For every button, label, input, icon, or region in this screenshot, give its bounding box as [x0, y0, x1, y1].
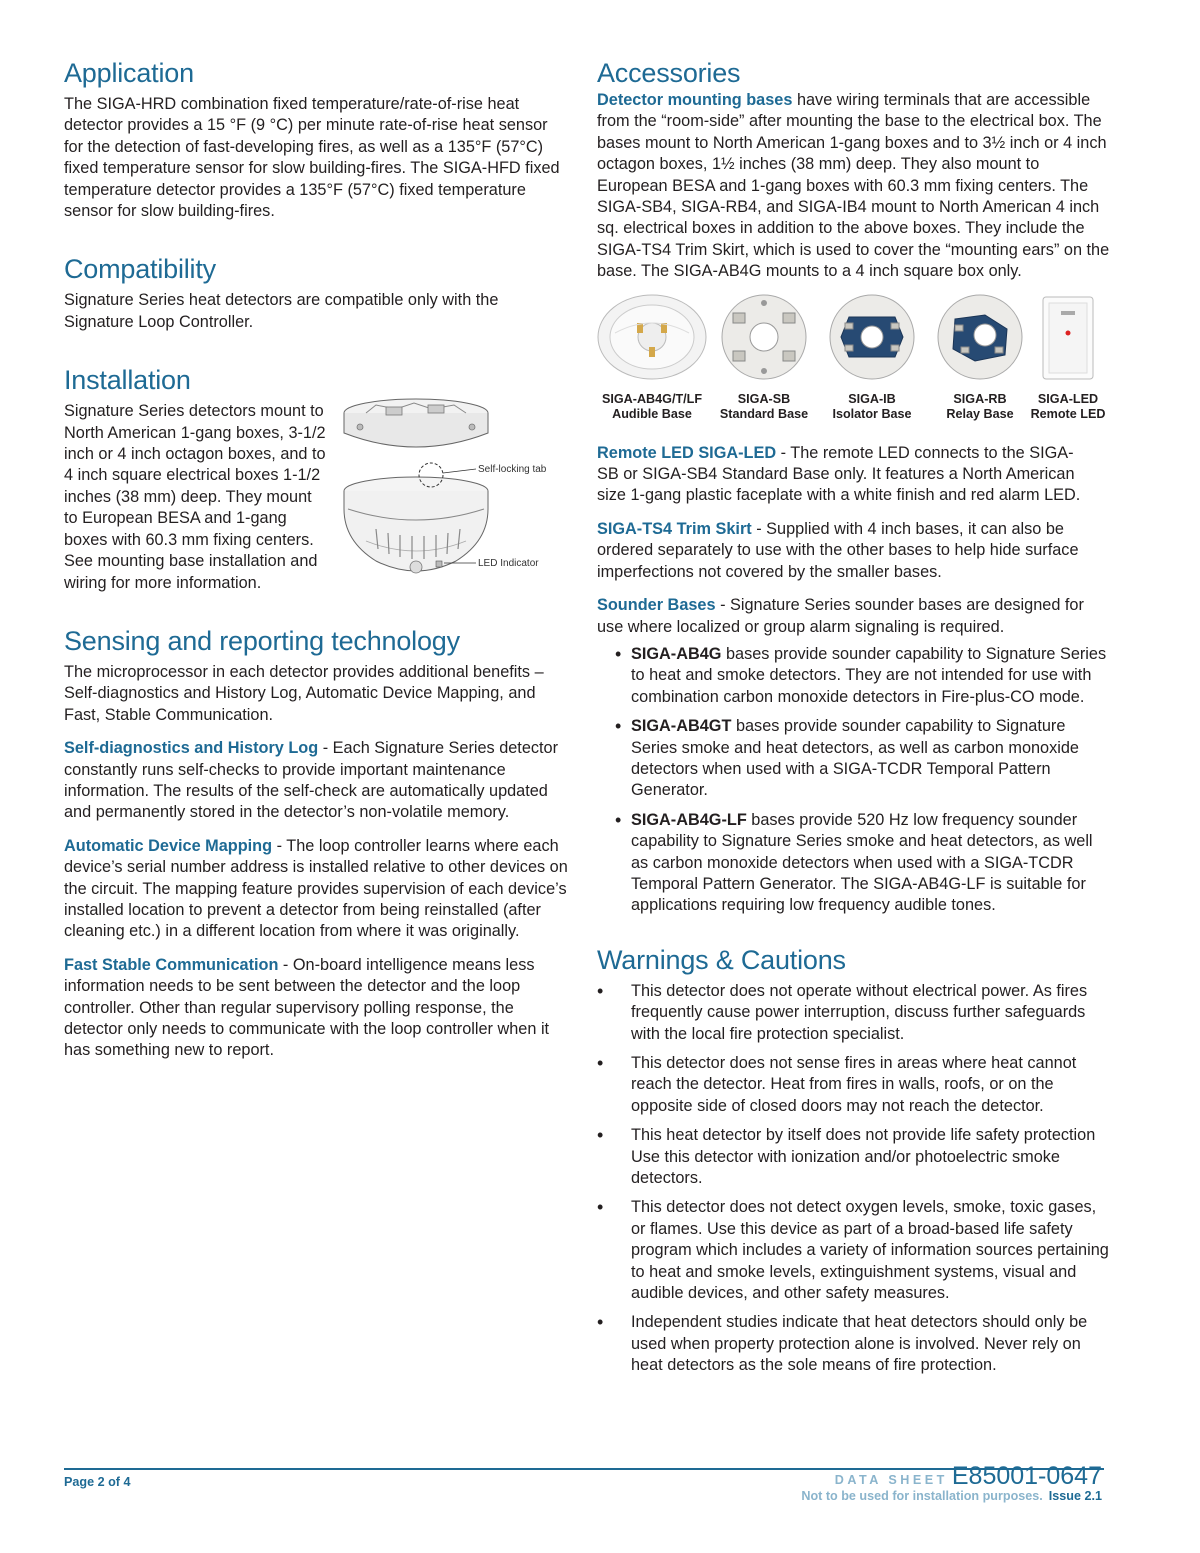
standard-base-figure [709, 293, 819, 422]
isolator-base-figure [817, 293, 927, 422]
self-diagnostics-lead: Self-diagnostics and History Log [64, 739, 319, 758]
list-item: • This detector does not detect oxygen levels, smoke, toxic gases, or flames. Use this device as part of a broad-based life safety program which includes a variety of information sources pertaining to heat and smoke levels, extinguishment systems, visual and audible devices, and other safety measures. [597, 1197, 1112, 1304]
device-mapping-lead: Automatic Device Mapping [64, 836, 273, 855]
list-item: • Independent studies indicate that heat detectors should only be used when property protection alone is involved. Never rely on heat detectors as the sole means of fire protection. [597, 1312, 1112, 1376]
right-column [597, 56, 1112, 1385]
isolator-base-image [817, 293, 927, 381]
remote-led-paragraph [597, 443, 1087, 507]
fast-communication-text: - On-board intelligence means less information needs to be sent between the detector and the loop controller. Other than regular supervisory polling response, the detector only needs to communicate with the loop controller when it has something new to report. [64, 955, 550, 1060]
trim-skirt-paragraph [597, 519, 1112, 583]
heat-detector-drawing [344, 477, 488, 573]
trim-skirt-text: - Supplied with 4 inch bases, it can also be ordered separately to use with the other bases to help hide surface imperfections not covered by the smaller bases. [597, 519, 1079, 581]
compatibility-heading: Compatibility [64, 254, 216, 285]
accessory-images-row [597, 293, 1112, 443]
footer-doc-info [801, 1462, 1102, 1503]
application-heading: Application [64, 58, 194, 88]
list-item: • This detector does not operate without electrical power. As fires frequently cause power interruption, discuss further safeguards with the local fire protection specialist. [597, 981, 1112, 1045]
sensing-intro: The microprocessor in each detector provides additional benefits – Self-diagnostics and History Log, Automatic Device Mapping, and Fast, Stable Communication. [64, 662, 544, 724]
installation-heading: Installation [64, 365, 191, 396]
remote-led-image [1013, 293, 1123, 381]
issue-number: Issue 2.1 [1048, 1489, 1102, 1503]
audible-base-caption: SIGA-AB4G/T/LF Audible Base [601, 391, 703, 421]
mounting-bases-paragraph [597, 90, 1112, 283]
standard-base-image [709, 293, 819, 381]
audible-base-figure [597, 293, 707, 422]
standard-base-caption: SIGA-SB Standard Base [719, 391, 809, 421]
page-number: Page 2 of 4 [64, 1475, 131, 1489]
footer-note [801, 1489, 1102, 1503]
relay-base-caption: SIGA-RB Relay Base [946, 391, 1014, 421]
device-mapping-text: - The loop controller learns where each device’s serial number address is installed relative to other devices on the circuit. The mapping feature provides supervision of each device’s installed location to prevent a detector from being reinstalled (after cleaning etc.) in a different location from where it was originally. [64, 836, 568, 941]
remote-led-lead: Remote LED SIGA-LED [597, 443, 777, 462]
sounder-bases-text: - Signature Series sounder bases are designed for use where localized or group alarm signaling is required. [597, 596, 1084, 636]
data-sheet-label: DATA SHEET [834, 1473, 948, 1487]
remote-led-text: - The remote LED connects to the SIGA-SB or SIGA-SB4 Standard Base only. It features a North American size 1-gang plastic faceplate with a white finish and red alarm LED. [597, 443, 1081, 505]
remote-led-caption: SIGA-LED Remote LED [1030, 391, 1106, 421]
list-item: • This heat detector by itself does not provide life safety protection Use this detector with ionization and/or photoelectric smoke detectors. [597, 1125, 1112, 1189]
installation-body: Signature Series detectors mount to North American 1-gang boxes, 3-1/2 inch or 4 inch octagon boxes, and to 4 inch square electrical boxes 1-1/2 inches (38 mm) deep. They mount to European BESA and 1-gang boxes with 60.3 mm fixing centers. See mounting base installation and wiring for more information. [64, 402, 326, 592]
remote-led-figure [1013, 293, 1123, 422]
accessories-heading: Accessories [597, 58, 741, 88]
sounder-bases-paragraph [597, 595, 1112, 638]
warnings-heading: Warnings & Cautions [597, 944, 846, 975]
list-item: • SIGA-AB4G-LF bases provide 520 Hz low frequency sounder capability to Signature Series smoke and heat detectors, as well as carbon monoxide detectors when used with a SIGA-TCDR Temporal Pattern Generator. The SIGA-AB4G-LF is suitable for applications requiring low frequency audible tones. [597, 810, 1112, 917]
list-item: • SIGA-AB4GT bases provide sounder capability to Signature Series smoke and heat detectors, as well as carbon monoxide detectors when used with a SIGA-TCDR Temporal Pattern Generator. [597, 716, 1112, 802]
compatibility-body: Signature Series heat detectors are compatible only with the Signature Loop Controller. [64, 291, 499, 331]
fast-communication-paragraph [64, 955, 569, 1062]
sounder-bases-list [597, 644, 1112, 917]
led-indicator-label: LED Indicator [478, 558, 539, 570]
left-column [64, 56, 569, 1062]
self-locking-tab-label: Self-locking tab [478, 464, 547, 476]
document-number: E85001-0647 [951, 1462, 1102, 1490]
mounting-base-drawing [344, 399, 488, 447]
sensing-heading: Sensing and reporting technology [64, 625, 460, 656]
device-mapping-paragraph [64, 836, 569, 943]
trim-skirt-lead: SIGA-TS4 Trim Skirt [597, 519, 752, 538]
mounting-bases-text: have wiring terminals that are accessible from the “room-side” after mounting the base to the electrical box. The bases mount to North American 1-gang boxes and to 3½ inch or 4 inch octagon boxes, 1½ inches (38 mm) deep. They also mount to European BESA and 1-gang boxes with 60.3 mm fixing centers. The SIGA-SB4, SIGA-RB4, and SIGA-IB4 mount to North American 4 inch sq. electrical boxes in addition to the above boxes. They include the SIGA-TS4 Trim Skirt, which is used to cover the “mounting ears” on the base. The SIGA-AB4G mounts to a 4 inch square box only. [597, 91, 1110, 281]
installation-section [64, 401, 569, 594]
list-item: • SIGA-AB4G bases provide sounder capability to Signature Series to heat and smoke detectors. They are not intended for use with combination carbon monoxide detectors in Fire-plus-CO mode. [597, 644, 1112, 708]
mounting-bases-lead: Detector mounting bases [597, 91, 793, 109]
warnings-list [597, 981, 1112, 1377]
isolator-base-caption: SIGA-IB Isolator Base [832, 391, 912, 421]
installation-disclaimer: Not to be used for installation purposes. [801, 1489, 1043, 1503]
self-diagnostics-text: - Each Signature Series detector constantly runs self-checks to provide important maintenance information. The results of the self-check are automatically updated and permanently stored in the detector’s non-volatile memory. [64, 739, 559, 822]
fast-communication-lead: Fast Stable Communication [64, 955, 279, 974]
sounder-bases-lead: Sounder Bases [597, 596, 716, 615]
list-item: • This detector does not sense fires in areas where heat cannot reach the detector. Heat from fires in walls, roofs, or on the opposite side of closed doors may not reach the detector. [597, 1053, 1112, 1117]
audible-base-image [597, 293, 707, 381]
detector-installation-illustration [336, 391, 581, 606]
self-diagnostics-paragraph [64, 738, 569, 824]
application-body: The SIGA-HRD combination fixed temperature/rate-of-rise heat detector provides a 15 °F (9 °C) per minute rate-of-rise heat sensor for the detection of fast-developing fires, as well as a 135°F (57°C) fixed temperature sensor for slow building-fires. The SIGA-HFD fixed temperature detector provides a 135°F (57°C) fixed temperature sensor for slow building-fires. [64, 95, 560, 221]
